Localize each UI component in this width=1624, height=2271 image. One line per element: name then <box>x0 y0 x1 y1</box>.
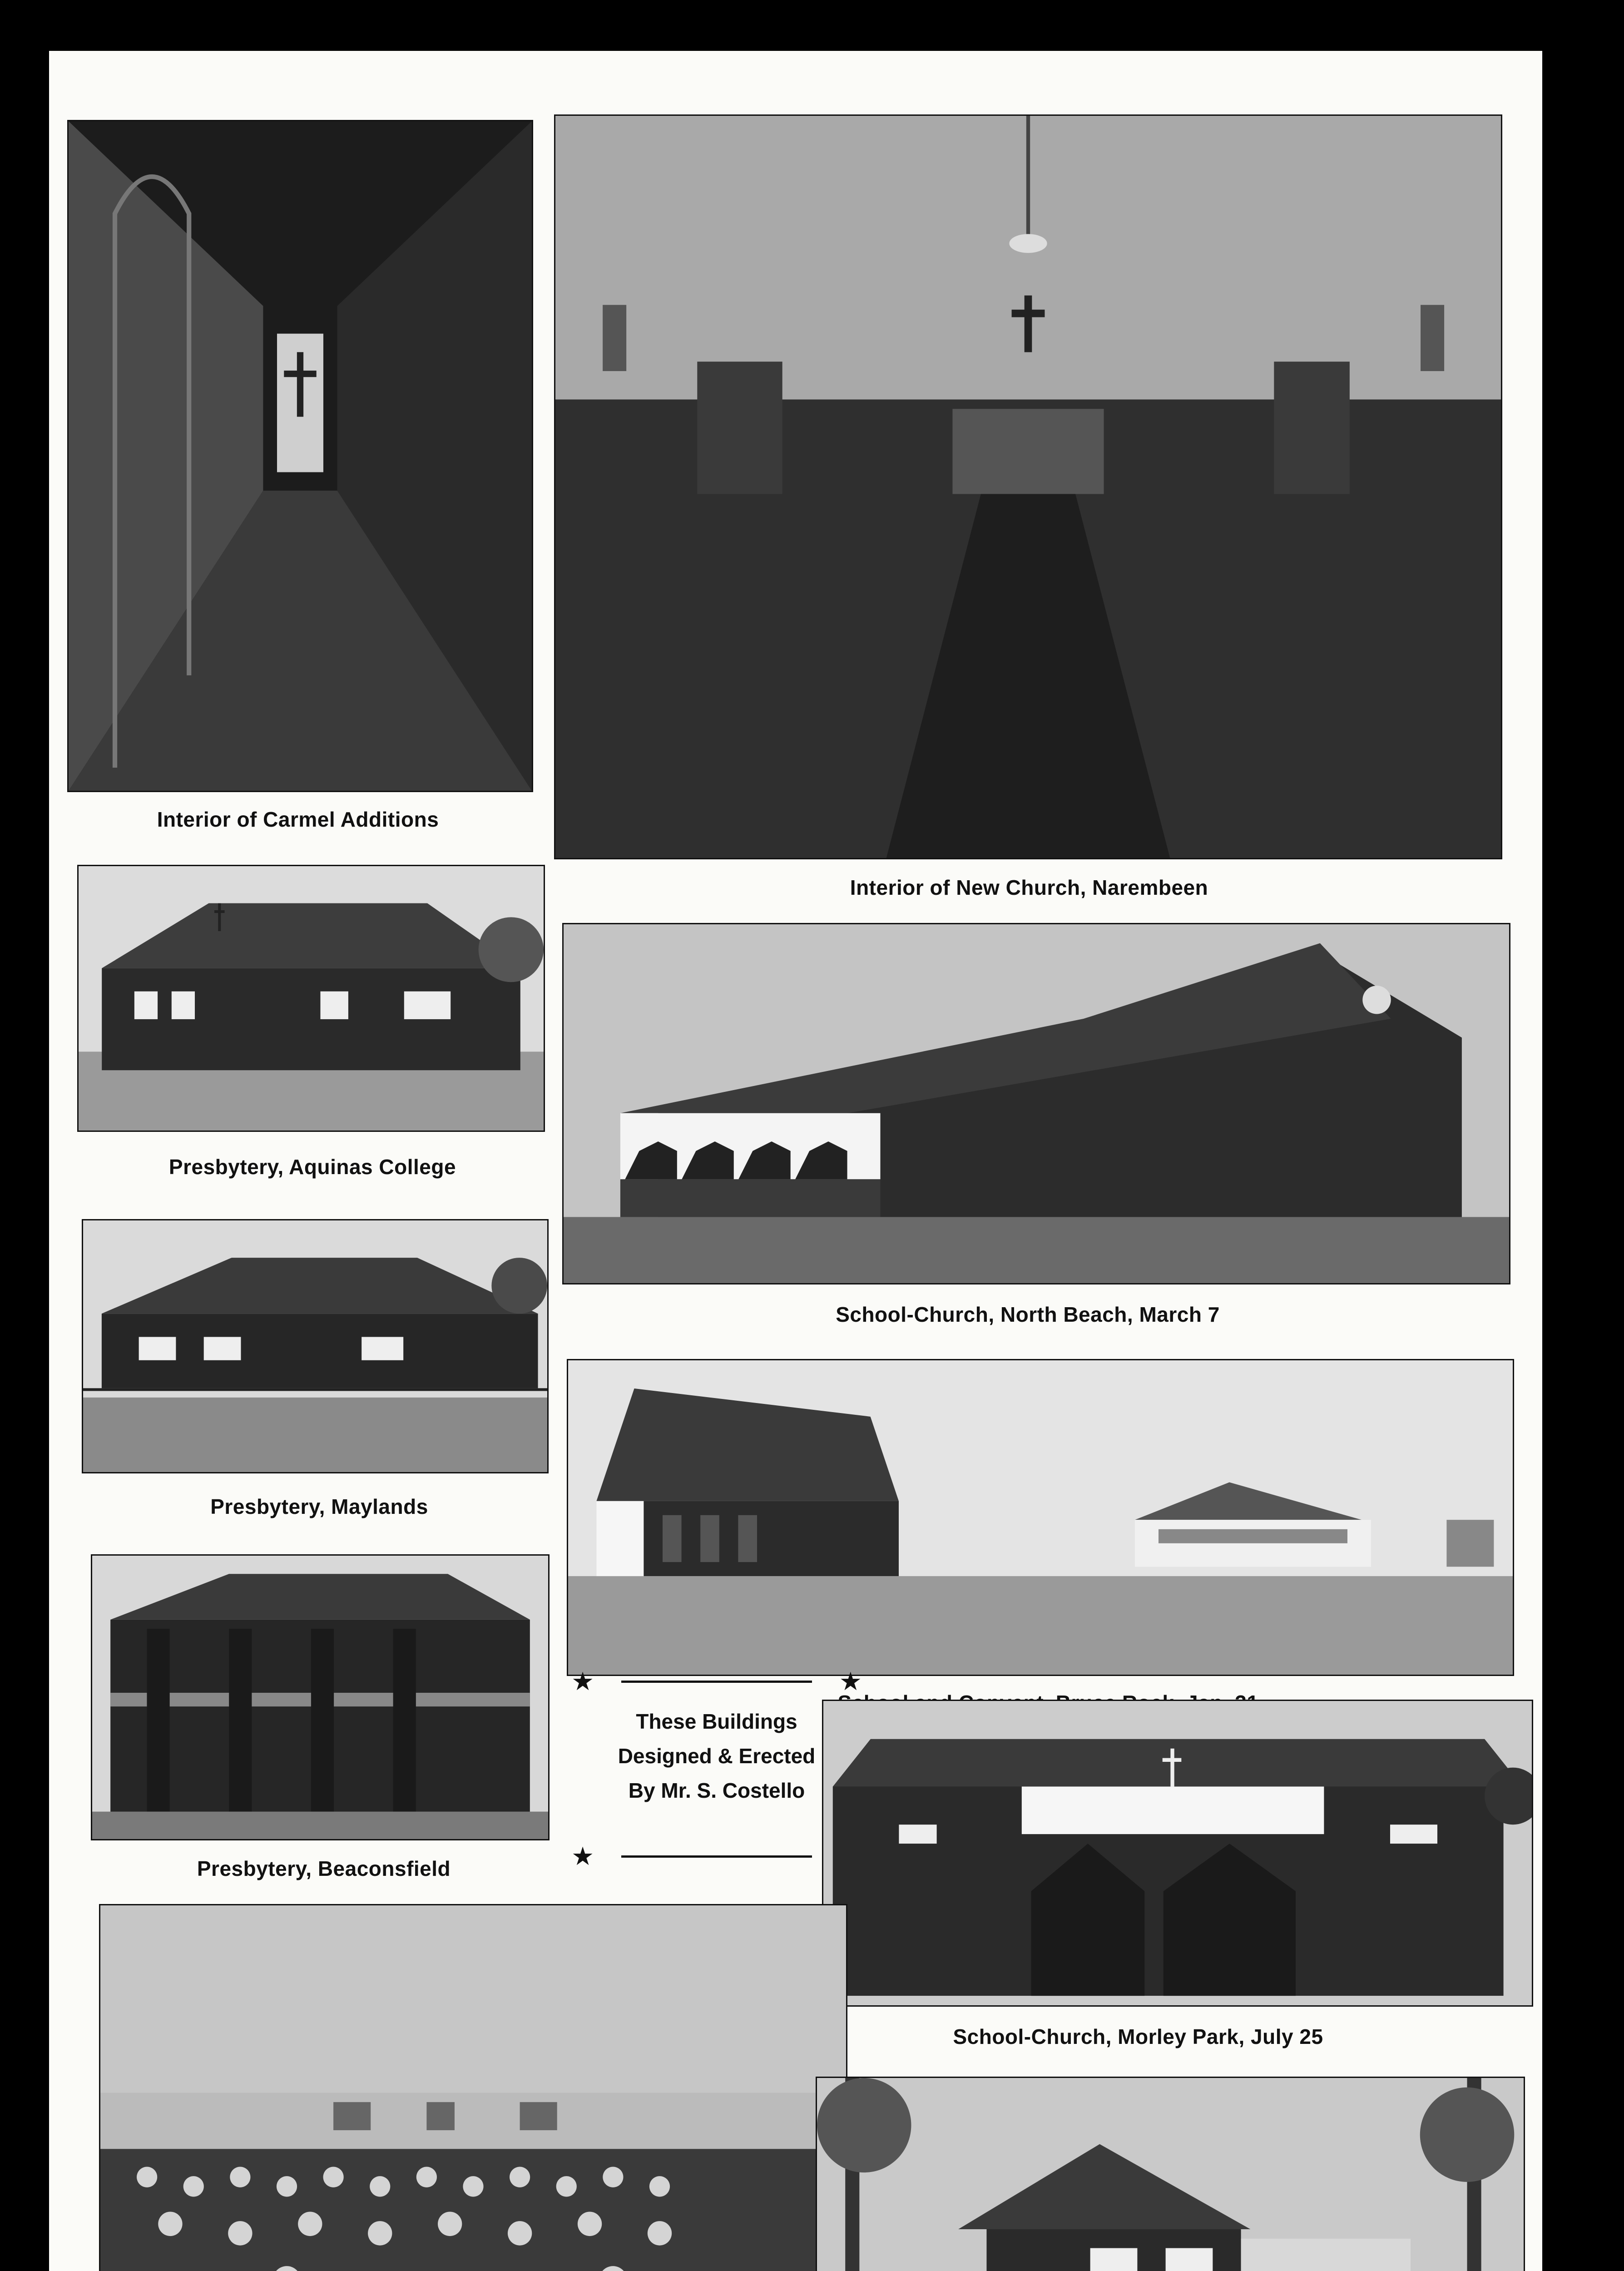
notice-rule-top <box>571 1668 862 1695</box>
star-icon: ★ <box>839 1667 862 1696</box>
photo-beaconsfield-presbytery <box>91 1554 550 1840</box>
caption-narembeen: Interior of New Church, Narembeen <box>850 876 1208 899</box>
photo-carmel-interior <box>67 120 533 792</box>
photo-north-beach-school-church <box>562 923 1510 1284</box>
caption-maylands: Presbytery, Maylands <box>210 1495 428 1518</box>
caption-morley: School-Church, Morley Park, July 25 <box>953 2025 1323 2048</box>
newspaper-page <box>49 51 1542 2271</box>
star-icon: ★ <box>571 1667 594 1696</box>
notice-line-3: By Mr. S. Costello <box>628 1779 805 1802</box>
photo-bruce-rock-school-interior <box>99 1904 847 2271</box>
caption-carmel: Interior of Carmel Additions <box>157 808 439 831</box>
star-icon: ★ <box>571 1842 594 1870</box>
caption-beaconsfield: Presbytery, Beaconsfield <box>197 1857 451 1880</box>
photo-maylands-presbytery <box>82 1219 549 1473</box>
photo-mandurah-presbytery <box>816 2077 1525 2271</box>
caption-aquinas: Presbytery, Aquinas College <box>168 1155 456 1179</box>
photo-morley-park-school-church <box>822 1700 1533 2007</box>
notice-line-2: Designed & Erected <box>618 1744 816 1768</box>
notice-line-1: These Buildings <box>636 1710 797 1733</box>
caption-north-beach: School-Church, North Beach, March 7 <box>836 1303 1220 1326</box>
photo-aquinas-presbytery <box>77 865 545 1132</box>
builder-notice <box>571 1704 862 1808</box>
photo-bruce-rock-school-convent <box>567 1359 1514 1676</box>
notice-rule-bottom <box>571 1843 862 1870</box>
divider <box>621 1855 812 1858</box>
divider <box>621 1681 812 1683</box>
photo-narembeen-church <box>554 114 1502 859</box>
